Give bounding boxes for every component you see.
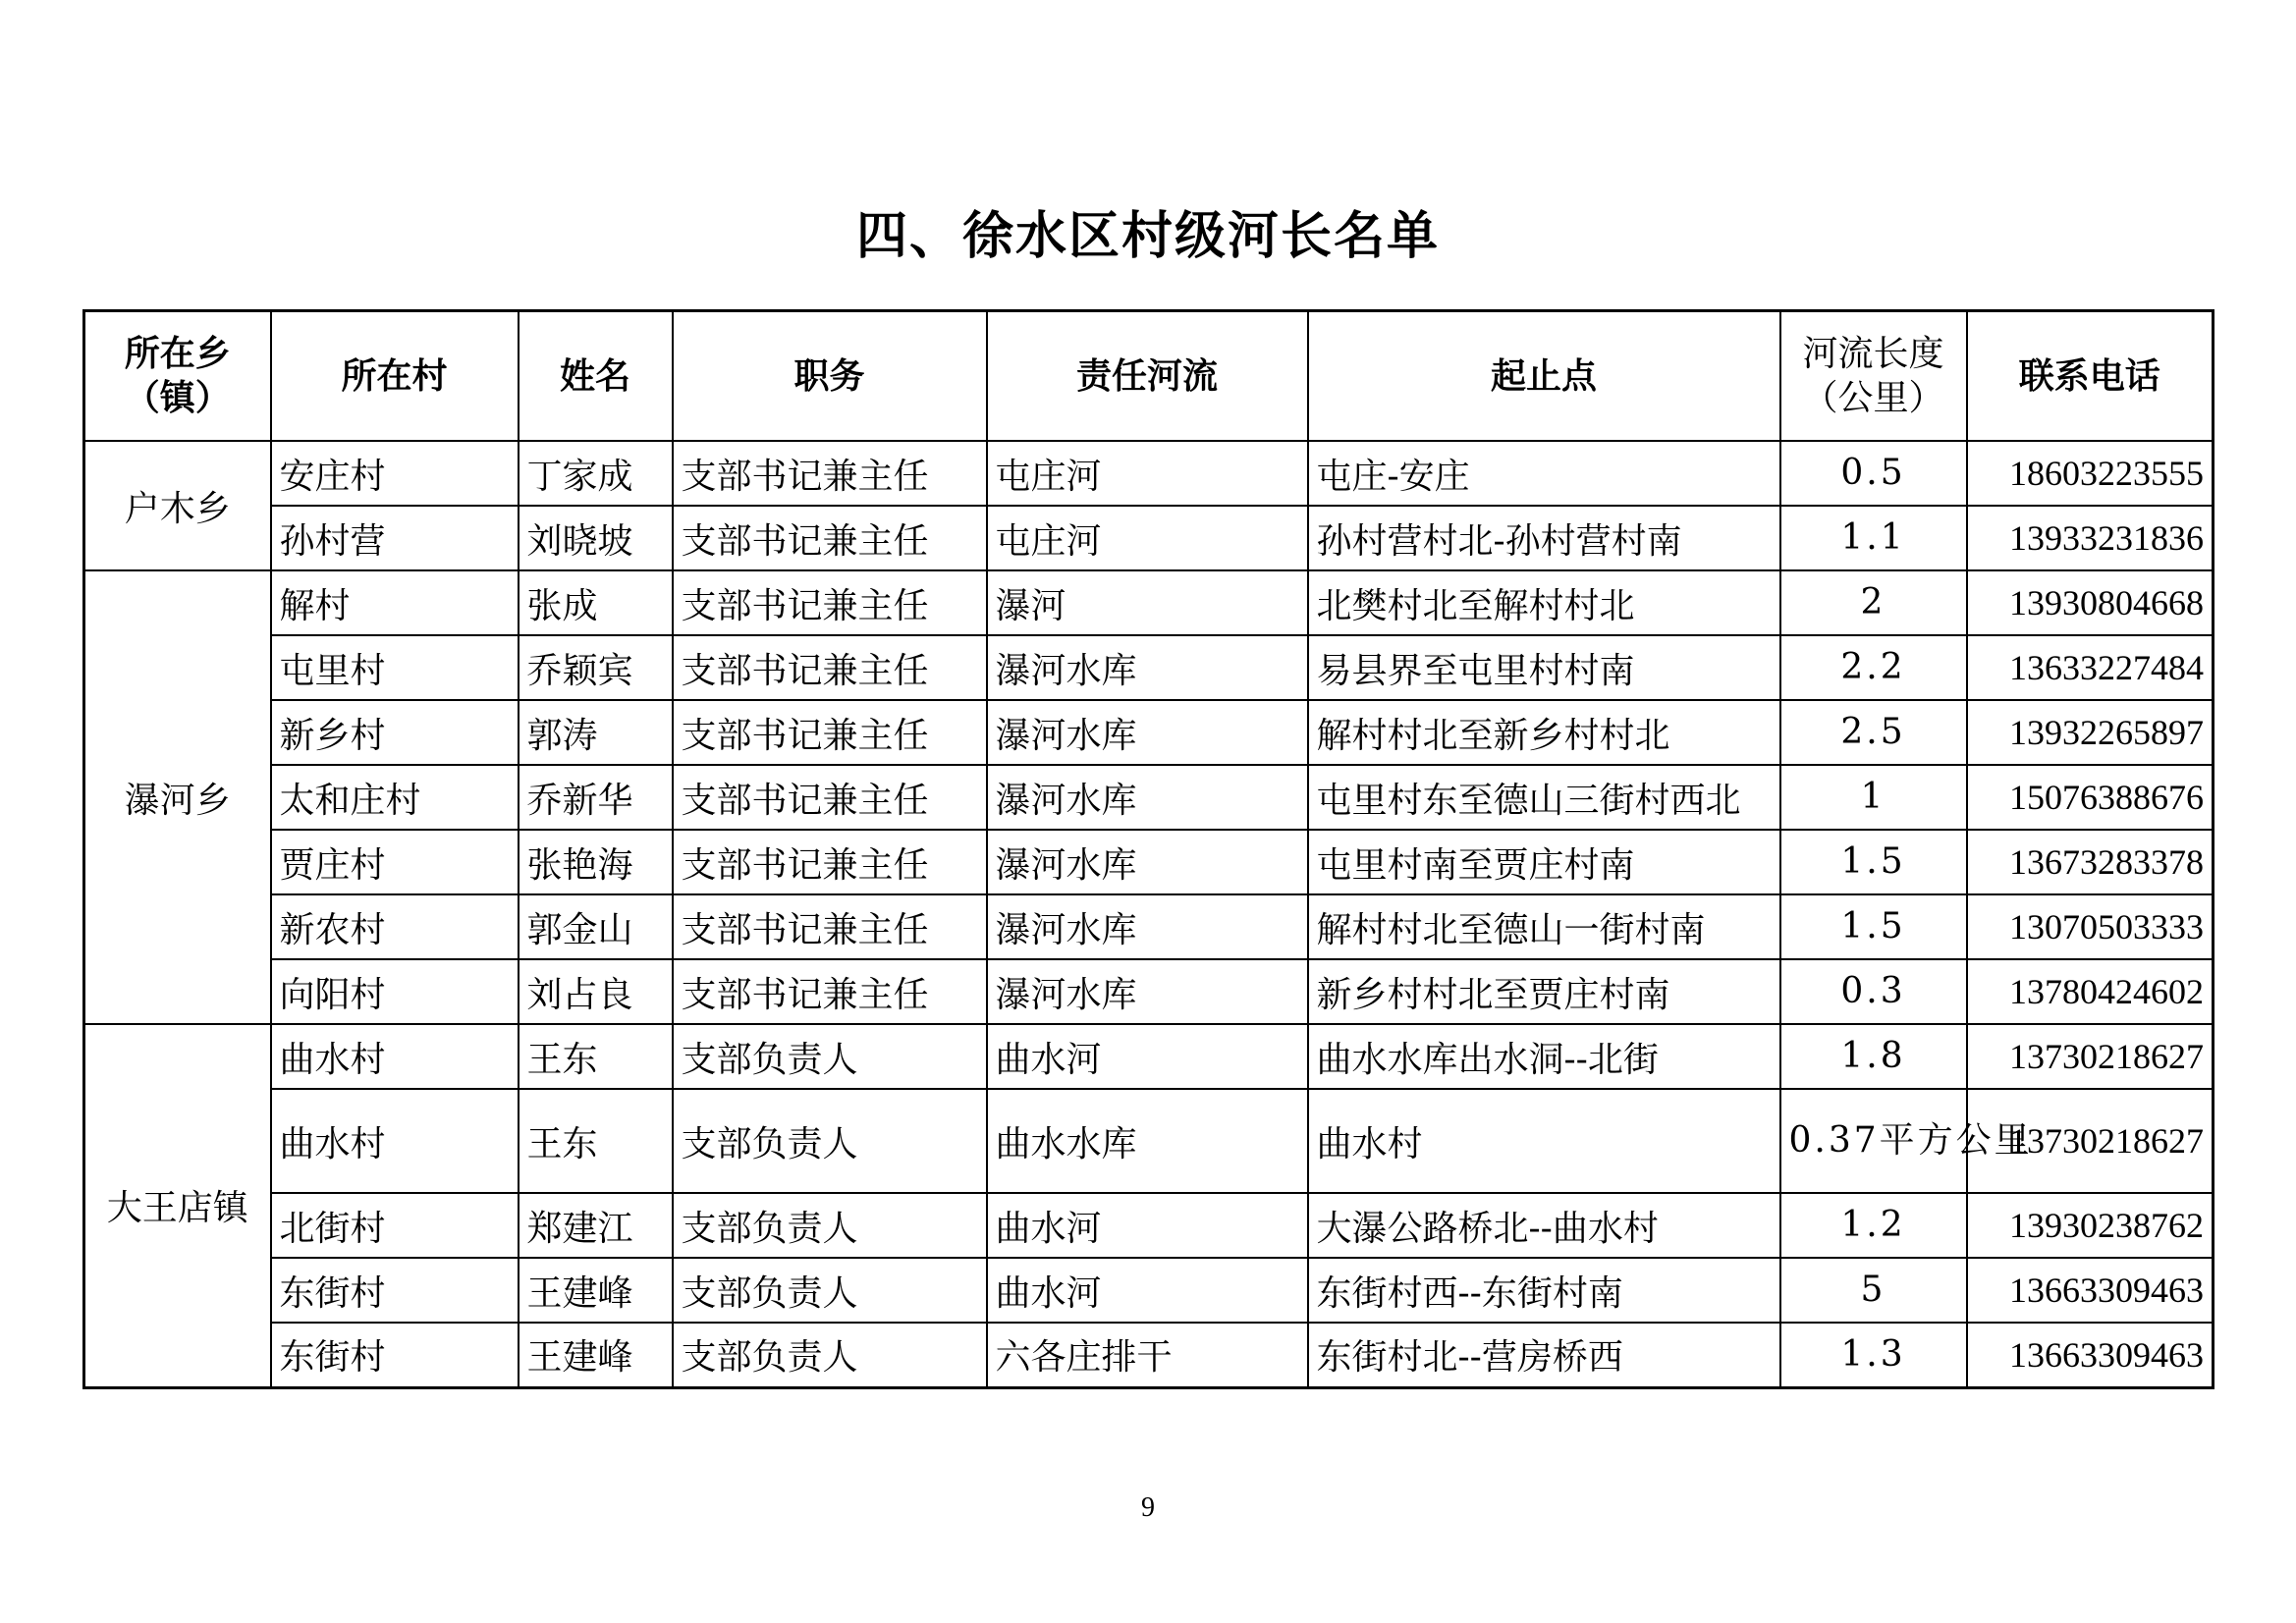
range-cell: 孙村营村北-孙村营村南 [1308,506,1780,570]
phone-cell: 15076388676 [1967,765,2214,830]
name-cell: 郭金山 [519,894,673,959]
table-row [84,570,2214,635]
name-cell: 王建峰 [519,1258,673,1323]
table-row [84,441,2214,506]
length-cell: 0.3 [1780,959,1967,1024]
name-cell: 王东 [519,1089,673,1193]
length-cell: 2.2 [1780,635,1967,700]
range-cell: 屯庄-安庄 [1308,441,1780,506]
position-cell: 支部负责人 [673,1089,987,1193]
range-cell: 大瀑公路桥北--曲水村 [1308,1193,1780,1258]
phone-cell: 13663309463 [1967,1323,2214,1387]
table-row [84,506,2214,570]
village-cell: 新乡村 [271,700,519,765]
village-cell: 屯里村 [271,635,519,700]
village-cell: 向阳村 [271,959,519,1024]
river-cell: 屯庄河 [987,506,1308,570]
river-cell: 曲水水库 [987,1089,1308,1193]
range-cell: 屯里村南至贾庄村南 [1308,830,1780,894]
length-cell: 1.2 [1780,1193,1967,1258]
position-cell: 支部书记兼主任 [673,765,987,830]
phone-cell: 13930804668 [1967,570,2214,635]
town-cell: 瀑河乡 [84,570,271,1024]
page-title: 四、徐水区村级河长名单 [855,207,1440,266]
header-position: 职务 [673,311,987,442]
table-row [84,700,2214,765]
river-cell: 瀑河水库 [987,635,1308,700]
name-cell: 刘占良 [519,959,673,1024]
river-cell: 屯庄河 [987,441,1308,506]
position-cell: 支部书记兼主任 [673,506,987,570]
length-cell: 1.5 [1780,894,1967,959]
table-row [84,1089,2214,1193]
header-town: 所在乡（镇） [84,311,271,442]
table-row [84,830,2214,894]
range-cell: 屯里村东至德山三街村西北 [1308,765,1780,830]
header-row [84,311,2214,442]
length-cell: 1.3 [1780,1323,1967,1387]
river-cell: 瀑河水库 [987,830,1308,894]
village-cell: 东街村 [271,1323,519,1387]
position-cell: 支部书记兼主任 [673,830,987,894]
village-cell: 新农村 [271,894,519,959]
phone-cell: 13730218627 [1967,1089,2214,1193]
name-cell: 郑建江 [519,1193,673,1258]
river-cell: 曲水河 [987,1258,1308,1323]
village-cell: 安庄村 [271,441,519,506]
phone-cell: 13633227484 [1967,635,2214,700]
name-cell: 乔颖宾 [519,635,673,700]
length-cell: 0.37平方公里 [1780,1089,1967,1193]
phone-cell: 13932265897 [1967,700,2214,765]
name-cell: 张艳海 [519,830,673,894]
position-cell: 支部负责人 [673,1193,987,1258]
river-cell: 曲水河 [987,1024,1308,1089]
village-cell: 东街村 [271,1258,519,1323]
header-name: 姓名 [519,311,673,442]
length-cell: 1 [1780,765,1967,830]
length-cell: 5 [1780,1258,1967,1323]
river-cell: 瀑河水库 [987,700,1308,765]
village-cell: 北街村 [271,1193,519,1258]
river-cell: 瀑河水库 [987,894,1308,959]
range-cell: 解村村北至德山一街村南 [1308,894,1780,959]
phone-cell: 13930238762 [1967,1193,2214,1258]
village-cell: 解村 [271,570,519,635]
phone-cell: 13933231836 [1967,506,2214,570]
river-cell: 六各庄排干 [987,1323,1308,1387]
village-cell: 曲水村 [271,1089,519,1193]
phone-cell: 13070503333 [1967,894,2214,959]
header-length: 河流长度（公里） [1780,311,1967,442]
phone-cell: 13673283378 [1967,830,2214,894]
position-cell: 支部书记兼主任 [673,700,987,765]
river-cell: 瀑河 [987,570,1308,635]
village-cell: 孙村营 [271,506,519,570]
river-cell: 瀑河水库 [987,765,1308,830]
position-cell: 支部书记兼主任 [673,441,987,506]
phone-cell: 13663309463 [1967,1258,2214,1323]
name-cell: 王建峰 [519,1323,673,1387]
table-row [84,1024,2214,1089]
table-row [84,1193,2214,1258]
name-cell: 乔新华 [519,765,673,830]
position-cell: 支部负责人 [673,1258,987,1323]
length-cell: 2 [1780,570,1967,635]
position-cell: 支部书记兼主任 [673,635,987,700]
position-cell: 支部书记兼主任 [673,959,987,1024]
length-cell: 1.1 [1780,506,1967,570]
town-cell: 户木乡 [84,441,271,570]
phone-cell: 18603223555 [1967,441,2214,506]
length-cell: 0.5 [1780,441,1967,506]
length-cell: 1.8 [1780,1024,1967,1089]
range-cell: 东街村西--东街村南 [1308,1258,1780,1323]
table-row [84,894,2214,959]
phone-cell: 13780424602 [1967,959,2214,1024]
river-chief-table [82,309,2214,1389]
name-cell: 张成 [519,570,673,635]
table-row [84,1258,2214,1323]
range-cell: 解村村北至新乡村村北 [1308,700,1780,765]
range-cell: 易县界至屯里村村南 [1308,635,1780,700]
village-cell: 太和庄村 [271,765,519,830]
river-cell: 瀑河水库 [987,959,1308,1024]
village-cell: 贾庄村 [271,830,519,894]
position-cell: 支部书记兼主任 [673,570,987,635]
table-row [84,1323,2214,1387]
name-cell: 丁家成 [519,441,673,506]
range-cell: 曲水村 [1308,1089,1780,1193]
position-cell: 支部负责人 [673,1024,987,1089]
village-cell: 曲水村 [271,1024,519,1089]
range-cell: 新乡村村北至贾庄村南 [1308,959,1780,1024]
length-cell: 2.5 [1780,700,1967,765]
table-row [84,959,2214,1024]
phone-cell: 13730218627 [1967,1024,2214,1089]
name-cell: 刘晓坡 [519,506,673,570]
header-river: 责任河流 [987,311,1308,442]
range-cell: 北樊村北至解村村北 [1308,570,1780,635]
header-range: 起止点 [1308,311,1780,442]
header-village: 所在村 [271,311,519,442]
page-number: 9 [1141,1492,1155,1523]
position-cell: 支部负责人 [673,1323,987,1387]
town-cell: 大王店镇 [84,1024,271,1387]
header-phone: 联系电话 [1967,311,2214,442]
river-cell: 曲水河 [987,1193,1308,1258]
table-row [84,635,2214,700]
range-cell: 曲水水库出水洞--北街 [1308,1024,1780,1089]
position-cell: 支部书记兼主任 [673,894,987,959]
length-cell: 1.5 [1780,830,1967,894]
name-cell: 郭涛 [519,700,673,765]
name-cell: 王东 [519,1024,673,1089]
range-cell: 东街村北--营房桥西 [1308,1323,1780,1387]
table-row [84,765,2214,830]
